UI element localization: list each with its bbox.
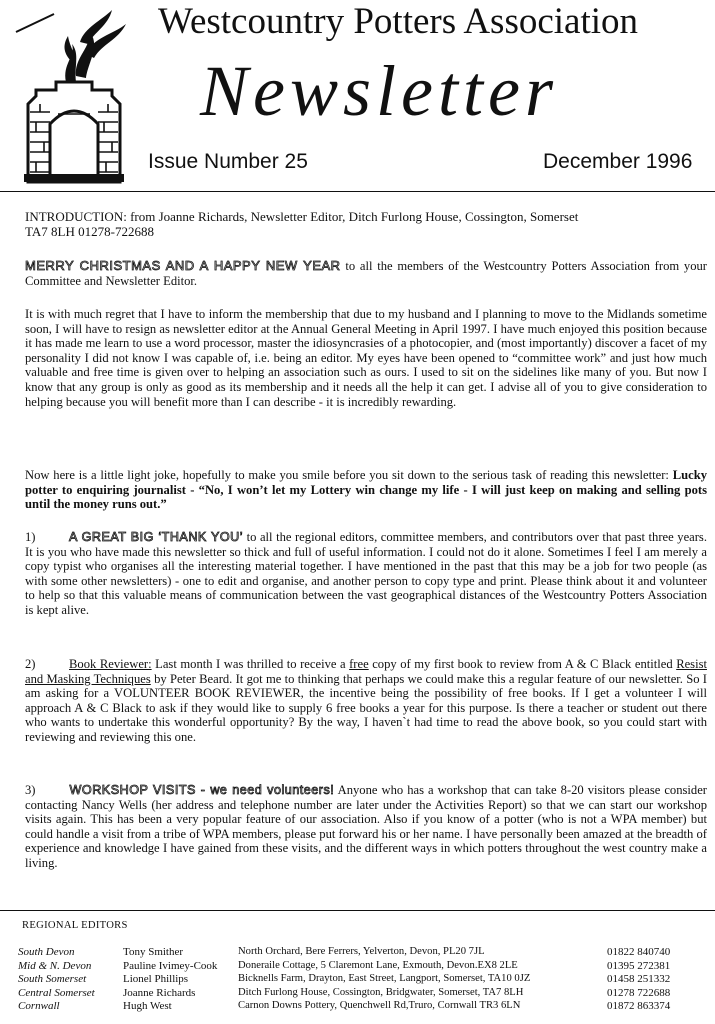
editor-address: Doneraile Cottage, 5 Claremont Lane, Exmouth, Devon.EX8 2LE xyxy=(238,959,518,971)
item-1 xyxy=(25,530,707,618)
editor-address: Ditch Furlong House, Cossington, Bridgwater, Somerset, TA7 8LH xyxy=(238,986,524,998)
item-2-free: free xyxy=(349,657,369,671)
item-3-text: Anyone who has a workshop that can take 8-20 visitors please consider contacting Nancy Wells (her address and telephone number are later under the Activities Report) so that we can start our workshop visits again. This has been a very popular feature of our association. Also if you know of a potter (who is not a WPA member) but could handle a visit from a tribe of WPA members, please put forward his or her name. I have personally been amazed at the breadth of experience and knowledge I have gained from these visits, and the different ways in which potters throughout the west country make a living. xyxy=(25,783,707,870)
intro-heading xyxy=(25,209,710,239)
editor-phone: 01872 863374 xyxy=(607,1000,671,1013)
intro-heading-line1: INTRODUCTION: from Joanne Richards, Newsletter Editor, Ditch Furlong House, Cossington, Somerset xyxy=(25,209,579,224)
masthead-divider xyxy=(0,191,715,192)
item-2-book-title: Resist and Masking Techniques xyxy=(25,657,707,686)
issue-date: December 1996 xyxy=(543,150,693,173)
regional-editors-heading: REGIONAL EDITORS xyxy=(22,920,128,931)
item-3 xyxy=(25,783,707,871)
editor-area: Mid & N. Devon xyxy=(18,959,92,972)
joke-paragraph xyxy=(25,468,707,512)
kiln-logo-icon xyxy=(14,4,134,184)
editor-name: Pauline Ivimey-Cook xyxy=(123,959,218,972)
item-3-outline-heading: WORKSHOP VISITS - we need volunteers! xyxy=(69,783,335,797)
item-1-number: 1) xyxy=(25,530,36,544)
newsletter-title: Newsletter xyxy=(200,51,558,131)
greeting-text: to all the members of the Westcountry Potters Association from your Committee and Newsletter Editor. xyxy=(25,259,707,288)
editor-name: Joanne Richards xyxy=(123,986,196,999)
item-2-text-3: by Peter Beard. It got me to thinking that perhaps we could make this a regular feature of our newsletter. So I am asking for a VOLUNTEER BOOK REVIEWER, the incentive being the possibility of free books. If I get a volunteer I will approach A & C Black to ask if they would like to supply 6 free books a year for this purpose. Is there a teacher or student out there who wants to undertake this wonderful opportunity? By the way, I haven`t had time to read the above book, so you could start with reviewing and reviewing this one. xyxy=(25,671,707,744)
item-2-number: 2) xyxy=(25,657,36,671)
editor-area: South Devon xyxy=(18,946,75,958)
table-row xyxy=(18,960,702,974)
table-row xyxy=(18,946,702,960)
greeting-outline-text: MERRY CHRISTMAS AND A HAPPY NEW YEAR xyxy=(25,258,341,273)
editor-address: Carnon Downs Pottery, Quenchwell Rd,Truro, Cornwall TR3 6LN xyxy=(238,1000,521,1012)
joke-quote: Lucky potter to enquiring journalist - “No, I won’t let my Lottery win change my life - I will just keep on making and selling pots until the money runs out.” xyxy=(25,468,708,512)
editor-name: Tony Smither xyxy=(123,946,184,958)
editor-phone: 01822 840740 xyxy=(607,946,671,958)
editor-phone: 01278 722688 xyxy=(607,986,671,999)
intro-heading-line2: TA7 8LH 01278-722688 xyxy=(25,224,154,239)
issue-number: Issue Number 25 xyxy=(148,150,308,173)
editor-phone: 01395 272381 xyxy=(607,959,671,972)
editor-name: Lionel Phillips xyxy=(123,973,189,986)
table-row xyxy=(18,987,702,1001)
greeting-paragraph xyxy=(25,259,707,288)
item-2-heading: Book Reviewer: xyxy=(69,657,152,671)
item-2 xyxy=(25,657,707,745)
editor-area: South Somerset xyxy=(18,973,87,986)
editor-name: Hugh West xyxy=(123,1000,172,1013)
editor-area: Central Somerset xyxy=(18,986,95,999)
table-row xyxy=(18,1000,702,1014)
editor-address: Bicknells Farm, Drayton, East Street, Langport, Somerset, TA10 0JZ xyxy=(238,973,531,985)
table-row xyxy=(18,973,702,987)
regional-editors-table xyxy=(18,946,702,1014)
item-3-number: 3) xyxy=(25,783,36,797)
editor-area: Cornwall xyxy=(18,1000,60,1013)
resignation-paragraph: It is with much regret that I have to inform the membership that due to my husband and I planning to move to the Midlands sometime soon, I will have to resign as newsletter editor at the Annual General Meeting in April 1997. I have much enjoyed this position because it has made me learn to use a word processor, master the idiosyncrasies of a photocopier, and (most importantly) discover a facet of my personality I did not know I was capable of, i.e. being an editor. My eyes have been opened to “committee work” and just how much valuable and free time is given over to helping an association such as ours. I used to sit on the sidelines like many of you. But now I know that any group is only as good as its membership and it needs all the help it can get. I advise all of you to give consideration to helping because you will benefit more than I can describe - it is incredibly rewarding. xyxy=(25,307,707,409)
regional-divider xyxy=(0,910,715,911)
association-title: Westcountry Potters Association xyxy=(158,1,639,42)
editor-phone: 01458 251332 xyxy=(607,973,671,986)
editor-address: North Orchard, Bere Ferrers, Yelverton, Devon, PL20 7JL xyxy=(238,946,485,957)
item-2-text-2: copy of my first book to review from A & C Black entitled xyxy=(372,657,673,671)
item-1-outline-heading: A GREAT BIG ‘THANK YOU’ xyxy=(69,530,244,544)
joke-lead: Now here is a little light joke, hopefully to make you smile before you sit down to the serious task of reading this newsletter: xyxy=(25,468,669,482)
item-1-text: to all the regional editors, committee members, and contributors over that past three years. It is you who have made this newsletter so thick and full of useful information. I could not do it alone. Sometimes I feel I am merely a copy typist who organises all the interesting material together. I have mentioned in the past that this may be a job for two people (as with some other newsletters) - one to edit and organise, and another person to copy type and print. Please think about it and volunteer to help so that this valuable means of communication between the vast geographical distances of the Westcountry Potters Association is kept alive. xyxy=(25,530,707,617)
item-2-text-1: Last month I was thrilled to receive a xyxy=(155,657,346,671)
